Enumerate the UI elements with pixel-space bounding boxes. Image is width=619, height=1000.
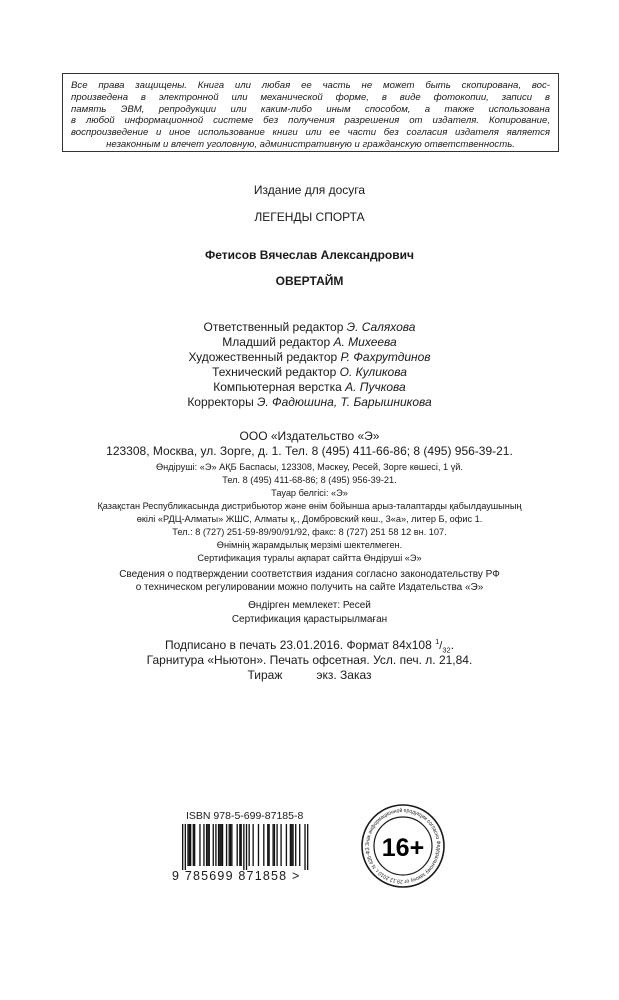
barcode-bar — [199, 824, 200, 866]
kz-distributor: өкілі «РДЦ-Алматы» ЖШС, Алматы қ., Домбровский көш., 3«а», литер Б, офис 1. — [136, 514, 483, 524]
age-rating: 16+ — [381, 834, 425, 862]
barcode-bar — [292, 824, 293, 866]
barcode-bar — [299, 824, 300, 866]
barcode-bar — [207, 824, 208, 866]
credit-line — [0, 365, 619, 379]
format-numerator: 1 — [435, 637, 440, 646]
age-rating-badge — [360, 803, 446, 889]
credit-name: Э. Фадюшина, Т. Барышникова — [257, 395, 432, 409]
barcode-bar — [187, 824, 188, 866]
copyright-line: воспроизведение и иное использование книги или ее части без согласия издателя является — [71, 127, 550, 139]
origin-country: Өндірген мемлекет: Ресей — [248, 600, 371, 611]
credit-name: А. Михеева — [333, 335, 397, 349]
kz-shelf-life: Өнімнің жарамдылық мерзімі шектелмеген. — [216, 540, 403, 550]
credit-name: Э. Саляхова — [346, 320, 416, 334]
barcode-bar — [237, 824, 238, 866]
barcode-bar — [241, 824, 242, 866]
barcode-bar — [194, 824, 195, 866]
kz-distributor: Қазақстан Республикасында дистрибьютор және өнім бойынша арыз-талаптарды қабылдаушының — [97, 501, 522, 511]
credit-role: Технический редактор — [212, 365, 337, 379]
credit-role: Ответственный редактор — [203, 320, 344, 334]
badge-ring-text: Знак информационной продукции согласно Федеральному закону от 29.12.2010 г. N 436-ФЗ — [364, 807, 442, 885]
barcode-bar — [291, 824, 292, 866]
print-signed-text: Подписано в печать 23.01.2016. Формат 84х108 — [164, 638, 432, 652]
book-title: ОВЕРТАЙМ — [275, 274, 344, 288]
kz-manufacturer-tel: Тел. 8 (495) 411-68-86; 8 (495) 956-39-21. — [222, 475, 397, 485]
copyright-line: незаконным и влечет уголовную, административную и гражданскую ответственность. — [106, 138, 515, 150]
barcode-bar — [290, 824, 291, 866]
credit-name: Р. Фахрутдинов — [340, 350, 431, 364]
barcode-bar — [182, 824, 183, 870]
barcode-bar — [243, 824, 244, 870]
barcode-bar — [213, 824, 214, 866]
credit-line — [0, 350, 619, 364]
barcode-bar — [239, 824, 240, 866]
credit-role: Компьютерная верстка — [213, 380, 342, 394]
barcode-bar — [268, 824, 269, 866]
barcode-bar — [307, 824, 308, 870]
certification-note: Сертификация қарастырылмаған — [231, 614, 388, 625]
print-signed: Подписано в печать 23.01.2016. Формат 84х108 $^1/_{32}$. — [164, 637, 455, 655]
credit-line — [0, 395, 619, 409]
barcode-bar — [221, 824, 222, 866]
publisher-name: ООО «Издательство «Э» — [239, 429, 380, 443]
barcode-bar — [193, 824, 194, 866]
barcode-bars — [182, 824, 308, 870]
barcode-bar — [215, 824, 216, 866]
author-name: Фетисов Вячеслав Александрович — [205, 248, 414, 262]
barcode-bar — [249, 824, 250, 866]
copyright-line: произведена в электронной или механической форме, в виде фотокопии, записи в — [71, 91, 550, 103]
barcode-bar — [258, 824, 259, 866]
credit-line — [0, 320, 619, 334]
barcode-bar — [218, 824, 219, 866]
credit-line — [0, 380, 619, 394]
kz-brand: Тауар белгісі: «Э» — [271, 488, 348, 498]
barcode-bar — [252, 824, 253, 866]
barcode-bar — [189, 824, 190, 866]
barcode-bar — [304, 824, 305, 870]
credit-name: О. Куликова — [339, 365, 407, 379]
barcode-bar — [219, 824, 220, 866]
series-name: ЛЕГЕНДЫ СПОРТА — [254, 210, 365, 224]
isbn: ISBN 978-5-699-87185-8 — [186, 810, 304, 822]
barcode-bar — [280, 824, 281, 866]
barcode-bar — [272, 824, 273, 866]
copyright-line: память ЭВМ, репродукции или каким-либо иным способом, а также использована — [71, 103, 550, 115]
print-typeface: Гарнитура «Ньютон». Печать офсетная. Усл. печ. л. 21,84. — [146, 653, 473, 667]
barcode-bar — [286, 824, 287, 866]
print-run — [0, 668, 619, 682]
barcode-bar — [226, 824, 227, 866]
conformity-info: о техническом регулировании можно получить на сайте Издательства «Э» — [135, 582, 484, 593]
credit-role: Художественный редактор — [188, 350, 338, 364]
copyright-line: в любой информационной системе без получения разрешения от издателя. Копирование, — [71, 115, 550, 127]
barcode-bar — [190, 824, 191, 866]
barcode-bar — [230, 824, 231, 866]
edition-type: Издание для досуга — [253, 183, 366, 197]
barcode-bar — [246, 824, 247, 870]
credit-role: Корректоры — [187, 395, 254, 409]
barcode-digits: 9 785699 871858 > — [172, 869, 301, 882]
kz-distributor-tel: Тел.: 8 (727) 251-59-89/90/91/92, факс: 8 (727) 251 58 12 вн. 107. — [172, 527, 447, 537]
publisher-address: 123308, Москва, ул. Зорге, д. 1. Тел. 8 (495) 411-66-86; 8 (495) 956-39-21. — [106, 444, 513, 458]
barcode-bar — [231, 824, 232, 866]
barcode-bar — [222, 824, 223, 866]
barcode-bar — [185, 824, 186, 870]
isbn-barcode — [170, 824, 320, 882]
format-denominator: 32 — [442, 645, 451, 655]
barcode-bar — [267, 824, 268, 866]
barcode-bar — [295, 824, 296, 866]
barcode-bar — [209, 824, 210, 866]
credit-role: Младший редактор — [222, 335, 331, 349]
credit-name: А. Пучкова — [345, 380, 406, 394]
barcode-bar — [229, 824, 230, 866]
copyright-notice — [62, 73, 559, 152]
barcode-bar — [276, 824, 277, 866]
barcode-bar — [263, 824, 264, 866]
print-order-label: экз. Заказ — [316, 668, 372, 682]
barcode-bar — [203, 824, 204, 866]
kz-certification: Сертификация туралы ақпарат сайтта Өндіруші «Э» — [197, 553, 422, 563]
kz-manufacturer: Өндіруші: «Э» АҚБ Баспасы, 123308, Мәскеу, Ресей, Зорге көшесі, 1 үй. — [156, 462, 463, 472]
barcode-bar — [274, 824, 275, 866]
conformity-info: Сведения о подтверждении соответствия издания согласно законодательству РФ — [119, 569, 500, 580]
barcode-bar — [206, 824, 207, 866]
print-run-label: Тираж — [247, 668, 283, 682]
credit-line — [0, 335, 619, 349]
copyright-line: Все права защищены. Книга или любая ее часть не может быть скопирована, вос- — [71, 80, 550, 91]
